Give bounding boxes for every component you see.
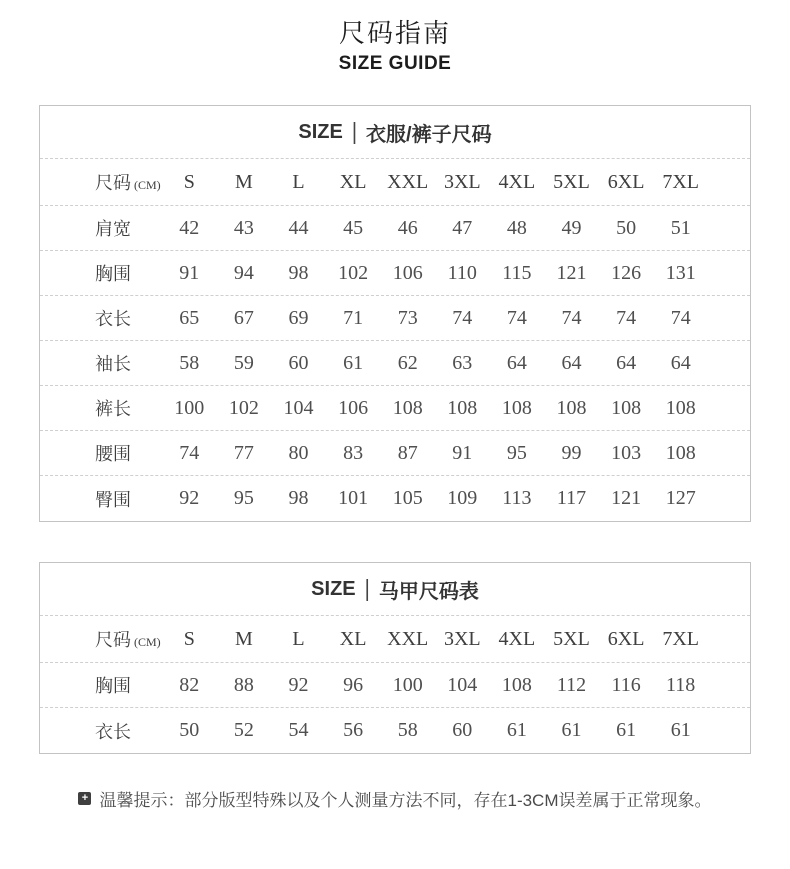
size-value-cell: 62 — [397, 351, 418, 374]
size-column-header: XL — [339, 170, 367, 193]
size-value-cell: 108 — [501, 396, 532, 419]
size-column-header: 5XL — [553, 170, 590, 193]
size-value-cell: 47 — [452, 216, 473, 239]
size-value-cell: 108 — [556, 396, 587, 419]
plus-square-icon: + — [78, 792, 91, 805]
size-value-cell: 64 — [670, 351, 691, 374]
size-value-cell: 92 — [179, 487, 200, 509]
size-value-cell: 131 — [665, 261, 696, 284]
size-value-cell: 61 — [561, 719, 582, 741]
size-value-cell: 126 — [611, 261, 642, 284]
size-column-header: L — [292, 627, 305, 650]
unit-label: (CM) — [134, 178, 161, 192]
size-value-cell: 105 — [392, 487, 423, 509]
size-value-cell: 58 — [397, 719, 418, 741]
size-value-cell: 108 — [665, 441, 696, 464]
size-value-cell: 58 — [179, 351, 200, 374]
size-value-cell: 77 — [233, 441, 254, 464]
table-header-row — [40, 159, 750, 206]
size-value-cell: 61 — [670, 719, 691, 741]
size-value-cell: 61 — [616, 719, 637, 741]
size-value-cell: 108 — [447, 396, 478, 419]
size-column-header: S — [183, 170, 195, 193]
size-value-cell: 101 — [338, 487, 369, 509]
size-value-cell: 82 — [179, 673, 200, 696]
size-value-cell: 46 — [397, 216, 418, 239]
size-value-cell: 104 — [283, 396, 314, 419]
size-value-cell: 67 — [233, 306, 254, 329]
page-subtitle: SIZE GUIDE — [338, 53, 452, 74]
size-value-cell: 102 — [338, 261, 369, 284]
size-value-cell: 102 — [228, 396, 259, 419]
size-value-cell: 61 — [343, 351, 364, 374]
row-label: 腰围 — [95, 444, 131, 464]
size-column-header: XL — [339, 627, 367, 650]
table-title-name: 马甲尺码表 — [378, 580, 479, 603]
footer-note-text: 温馨提示：部分版型特殊以及个人测量方法不同，存在1-3CM误差属于正常现象。 — [99, 791, 712, 810]
size-column-header: S — [183, 627, 195, 650]
size-value-cell: 121 — [611, 487, 642, 509]
size-value-cell: 61 — [506, 719, 527, 741]
row-label: 衣长 — [95, 721, 131, 742]
size-value-cell: 106 — [392, 261, 423, 284]
table-title — [40, 106, 750, 159]
size-column-header: XXL — [387, 627, 429, 650]
size-value-cell: 69 — [288, 306, 309, 329]
size-value-cell: 95 — [233, 487, 254, 509]
size-column-header: 6XL — [607, 170, 645, 193]
row-label: 臀围 — [95, 489, 131, 510]
size-label-text: 尺码 — [95, 630, 131, 650]
size-column-header: L — [292, 170, 305, 193]
size-column-header: XXL — [387, 170, 429, 193]
size-value-cell: 60 — [288, 351, 309, 374]
size-value-cell: 73 — [397, 306, 418, 329]
size-value-cell: 50 — [616, 216, 637, 239]
size-value-cell: 91 — [452, 441, 473, 464]
size-value-cell: 108 — [392, 396, 423, 419]
title-separator: | — [364, 575, 370, 602]
size-value-cell: 83 — [343, 441, 364, 464]
size-column-header: 5XL — [553, 627, 590, 650]
size-value-cell: 74 — [452, 306, 473, 329]
page-header — [0, 0, 790, 75]
size-value-cell: 108 — [665, 396, 696, 419]
size-value-cell: 98 — [288, 487, 309, 509]
table-header-row — [40, 616, 750, 663]
size-value-cell: 42 — [179, 216, 200, 239]
size-value-cell: 92 — [288, 673, 309, 696]
size-value-cell: 95 — [506, 441, 527, 464]
size-label-text: 尺码 — [95, 173, 131, 193]
size-column-header: 4XL — [498, 627, 536, 650]
size-value-cell: 88 — [233, 673, 254, 696]
size-column-header: 3XL — [443, 170, 481, 193]
size-value-cell: 118 — [666, 673, 696, 696]
size-value-cell: 74 — [616, 306, 637, 329]
size-value-cell: 116 — [611, 673, 641, 696]
size-value-cell: 100 — [174, 396, 205, 419]
page-title: 尺码指南 — [338, 18, 451, 48]
clothes-pants-size-table — [39, 105, 751, 522]
size-value-cell: 91 — [179, 261, 200, 284]
vest-size-table — [39, 562, 751, 754]
size-value-cell: 80 — [288, 441, 309, 464]
size-value-cell: 60 — [452, 719, 473, 741]
size-value-cell: 65 — [179, 306, 200, 329]
size-value-cell: 99 — [561, 441, 582, 464]
size-value-cell: 64 — [506, 351, 527, 374]
size-value-cell: 127 — [665, 487, 696, 509]
table-title — [40, 563, 750, 616]
size-column-header: M — [234, 170, 253, 193]
size-value-cell: 108 — [611, 396, 642, 419]
size-value-cell: 74 — [179, 441, 200, 464]
table-row — [40, 663, 750, 708]
size-value-cell: 48 — [506, 216, 527, 239]
size-value-cell: 106 — [338, 396, 369, 419]
table-row — [40, 296, 750, 341]
size-value-cell: 109 — [447, 487, 478, 509]
row-label: 裤长 — [95, 399, 131, 419]
unit-label: (CM) — [134, 635, 161, 649]
row-label: 袖长 — [95, 354, 131, 374]
size-value-cell: 54 — [288, 719, 309, 741]
size-value-cell: 121 — [556, 261, 587, 284]
size-value-cell: 104 — [447, 673, 478, 696]
size-value-cell: 49 — [561, 216, 582, 239]
size-value-cell: 110 — [447, 261, 477, 284]
size-value-cell: 115 — [502, 261, 532, 284]
size-value-cell: 74 — [670, 306, 691, 329]
size-value-cell: 103 — [611, 441, 642, 464]
size-value-cell: 64 — [616, 351, 637, 374]
size-value-cell: 56 — [343, 719, 364, 741]
size-column-header: 7XL — [662, 170, 700, 193]
size-value-cell: 87 — [397, 441, 418, 464]
table-title-prefix: SIZE — [298, 120, 343, 143]
size-value-cell: 50 — [179, 719, 200, 741]
title-separator: | — [351, 118, 358, 145]
size-value-cell: 113 — [502, 487, 532, 509]
size-value-cell: 43 — [233, 216, 254, 239]
size-column-header: 6XL — [607, 627, 645, 650]
size-value-cell: 100 — [392, 673, 423, 696]
row-label: 胸围 — [95, 264, 131, 284]
table-row — [40, 341, 750, 386]
table-title-name: 衣服/裤子尺码 — [366, 123, 492, 146]
table-row — [40, 476, 750, 521]
size-column-header: M — [234, 627, 253, 650]
size-value-cell: 96 — [343, 673, 364, 696]
table-row — [40, 251, 750, 296]
table-title-prefix: SIZE — [311, 577, 356, 600]
size-label-header — [40, 169, 162, 195]
row-label: 肩宽 — [95, 219, 131, 239]
table-row — [40, 708, 750, 753]
size-value-cell: 52 — [233, 719, 254, 741]
size-value-cell: 45 — [343, 216, 364, 239]
size-label-header — [40, 626, 162, 652]
size-value-cell: 44 — [288, 216, 309, 239]
row-label: 胸围 — [95, 676, 131, 696]
size-value-cell: 74 — [561, 306, 582, 329]
size-value-cell: 112 — [556, 673, 587, 696]
size-value-cell: 74 — [506, 306, 527, 329]
size-column-header: 7XL — [662, 627, 700, 650]
table-row — [40, 206, 750, 251]
footer-note — [0, 786, 790, 811]
row-label: 衣长 — [95, 309, 131, 329]
size-value-cell: 51 — [670, 216, 691, 239]
table-row — [40, 386, 750, 431]
size-value-cell: 63 — [452, 351, 473, 374]
table-row — [40, 431, 750, 476]
size-value-cell: 59 — [233, 351, 254, 374]
size-value-cell: 71 — [343, 306, 364, 329]
size-value-cell: 94 — [233, 261, 254, 284]
size-value-cell: 64 — [561, 351, 582, 374]
size-value-cell: 117 — [556, 487, 587, 509]
size-column-header: 4XL — [498, 170, 536, 193]
size-value-cell: 108 — [501, 673, 532, 696]
size-value-cell: 98 — [288, 261, 309, 284]
size-column-header: 3XL — [443, 627, 481, 650]
